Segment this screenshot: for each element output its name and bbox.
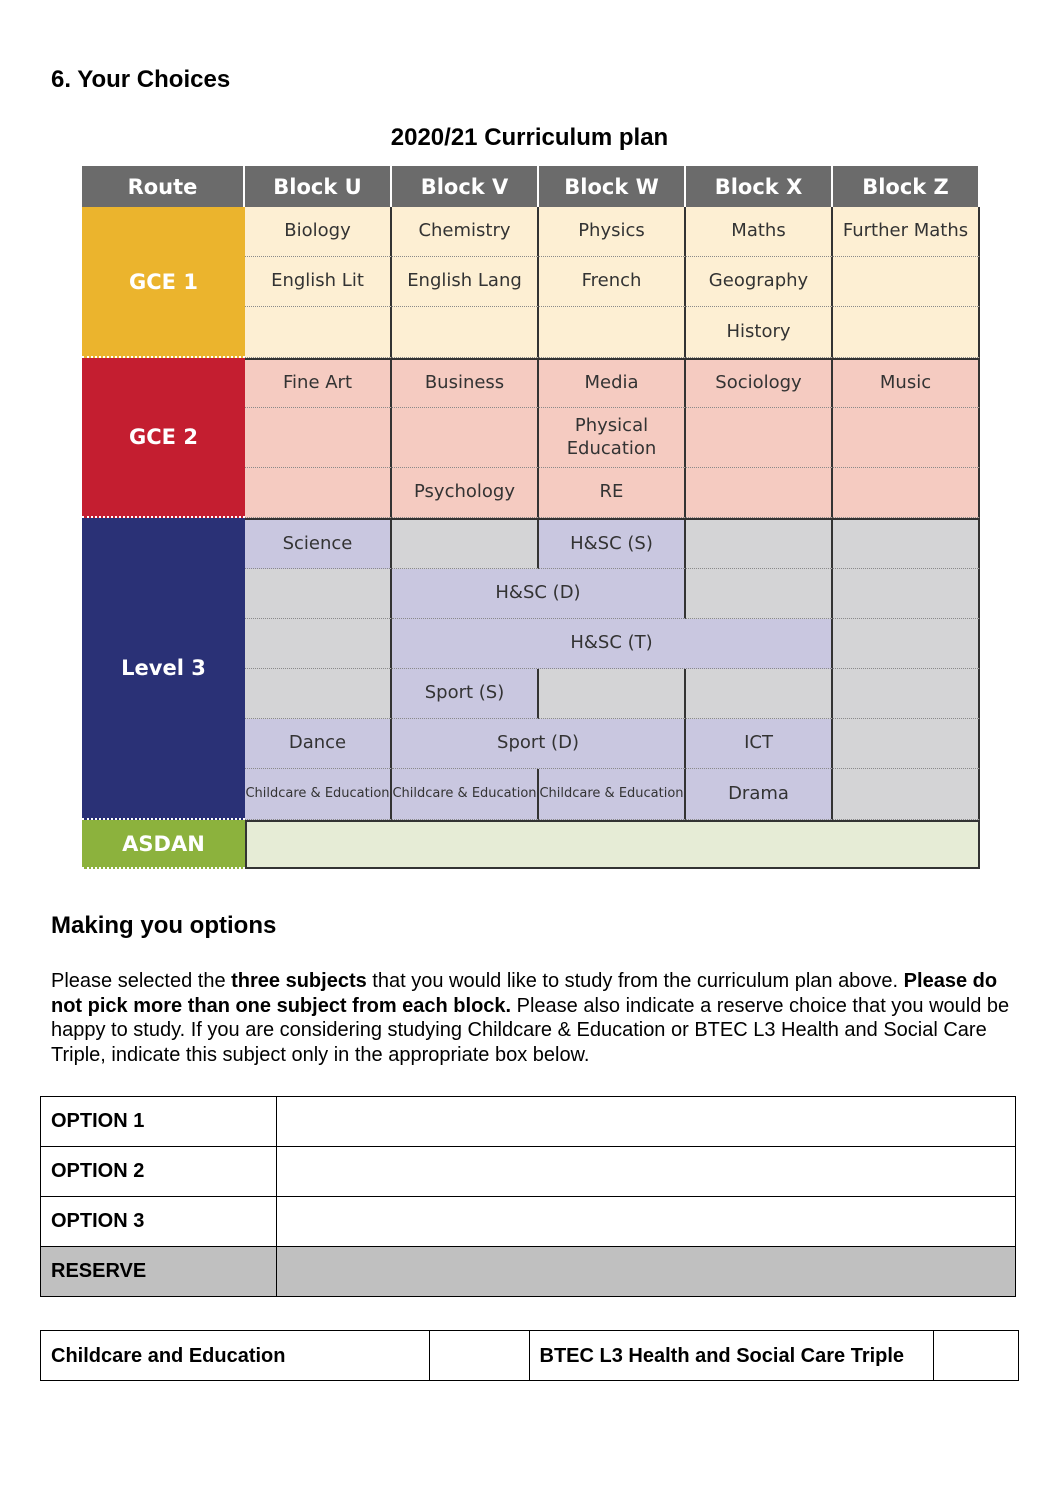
route-asdan: ASDAN (82, 820, 245, 869)
instructions-text: that you would like to study from the curriculum plan above. (366, 970, 904, 992)
option-3-label: OPTION 3 (41, 1197, 277, 1247)
subject-sport-d: Sport (D) (392, 719, 686, 769)
empty-cell (245, 408, 392, 468)
option-1-label: OPTION 1 (41, 1097, 277, 1147)
reserve-label: RESERVE (41, 1247, 277, 1297)
option-row (41, 1097, 1016, 1147)
subject-media: Media (539, 358, 686, 408)
header-block-x: Block X (686, 166, 833, 207)
subject-history: History (686, 307, 833, 358)
section-heading: 6. Your Choices (51, 66, 231, 93)
empty-cell (833, 669, 980, 719)
empty-cell (833, 518, 980, 569)
subject-childcare-v: Childcare & Education (392, 769, 539, 820)
btec-field[interactable] (934, 1331, 1019, 1381)
options-table (40, 1096, 1016, 1297)
asdan-band (245, 820, 980, 869)
header-block-u: Block U (245, 166, 392, 207)
subject-music: Music (833, 358, 980, 408)
subject-chemistry: Chemistry (392, 207, 539, 257)
empty-cell (392, 307, 539, 358)
subject-business: Business (392, 358, 539, 408)
subject-further-maths: Further Maths (833, 207, 980, 257)
header-block-z: Block Z (833, 166, 980, 207)
subject-ict: ICT (686, 719, 833, 769)
subject-english-lit: English Lit (245, 257, 392, 307)
subject-re: RE (539, 468, 686, 518)
empty-cell (245, 669, 392, 719)
instructions-text: Please selected the (51, 970, 232, 992)
subject-sociology: Sociology (686, 358, 833, 408)
empty-cell (686, 569, 833, 619)
childcare-label: Childcare and Education (41, 1331, 430, 1381)
empty-cell (392, 518, 539, 569)
empty-cell (539, 307, 686, 358)
btec-label: BTEC L3 Health and Social Care Triple (529, 1331, 934, 1381)
instructions-text: Please also indicate a reserve choice that you would be happy to study. If you are considering studying Childcare & Education or BTEC L3 Health and Social Care Triple, indicate this subject only in the appropriate box below. (51, 994, 1010, 1066)
option-1-field[interactable] (277, 1097, 1016, 1147)
header-block-v: Block V (392, 166, 539, 207)
subject-hsc-s: H&SC (S) (539, 518, 686, 569)
subject-childcare-u: Childcare & Education (245, 769, 392, 820)
route-gce1: GCE 1 (82, 207, 245, 358)
header-route: Route (82, 166, 245, 207)
instructions-bold: three subjects (231, 970, 367, 992)
route-gce2: GCE 2 (82, 358, 245, 518)
subject-physical-education: Physical Education (539, 408, 686, 468)
reserve-field[interactable] (277, 1247, 1016, 1297)
option-2-field[interactable] (277, 1147, 1016, 1197)
empty-cell (539, 669, 686, 719)
subject-english-lang: English Lang (392, 257, 539, 307)
empty-cell (833, 257, 980, 307)
subject-french: French (539, 257, 686, 307)
curriculum-grid (82, 166, 980, 870)
empty-cell (833, 408, 980, 468)
subject-maths: Maths (686, 207, 833, 257)
plan-title: 2020/21 Curriculum plan (390, 124, 669, 151)
subject-geography: Geography (686, 257, 833, 307)
making-options-heading: Making you options (51, 912, 277, 939)
empty-cell (245, 619, 392, 669)
empty-cell (686, 408, 833, 468)
special-courses-table (40, 1330, 1019, 1381)
subject-fine-art: Fine Art (245, 358, 392, 408)
option-row (41, 1247, 1016, 1297)
subject-hsc-d: H&SC (D) (392, 569, 686, 619)
option-3-field[interactable] (277, 1197, 1016, 1247)
subject-childcare-w: Childcare & Education (539, 769, 686, 820)
instructions-bold: Please do not pick more than one subject from each block. (51, 970, 998, 1017)
subject-science: Science (245, 518, 392, 569)
subject-drama: Drama (686, 769, 833, 820)
special-courses-row (41, 1331, 1019, 1381)
option-2-label: OPTION 2 (41, 1147, 277, 1197)
header-block-w: Block W (539, 166, 686, 207)
subject-biology: Biology (245, 207, 392, 257)
empty-cell (245, 307, 392, 358)
empty-cell (833, 307, 980, 358)
subject-hsc-t: H&SC (T) (392, 619, 833, 669)
empty-cell (392, 408, 539, 468)
empty-cell (833, 719, 980, 769)
subject-physics: Physics (539, 207, 686, 257)
instructions-paragraph (51, 969, 1026, 1067)
option-row (41, 1197, 1016, 1247)
empty-cell (686, 518, 833, 569)
empty-cell (245, 569, 392, 619)
empty-cell (833, 569, 980, 619)
empty-cell (833, 468, 980, 518)
empty-cell (833, 769, 980, 820)
childcare-field[interactable] (429, 1331, 529, 1381)
subject-dance: Dance (245, 719, 392, 769)
route-level3: Level 3 (82, 518, 245, 820)
empty-cell (245, 468, 392, 518)
empty-cell (833, 619, 980, 669)
option-row (41, 1147, 1016, 1197)
subject-psychology: Psychology (392, 468, 539, 518)
empty-cell (686, 468, 833, 518)
empty-cell (686, 669, 833, 719)
subject-sport-s: Sport (S) (392, 669, 539, 719)
